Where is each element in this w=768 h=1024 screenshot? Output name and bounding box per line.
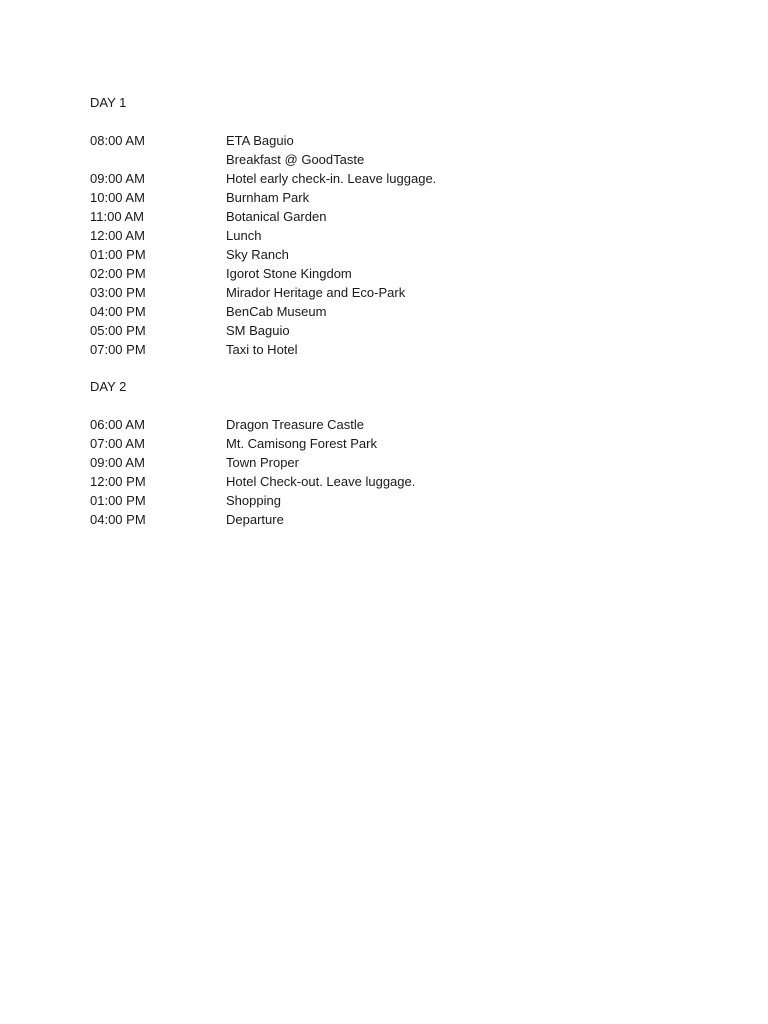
schedule-row [90,453,610,472]
activity-cell: Mt. Camisong Forest Park [226,436,377,451]
time-cell: 12:00 AM [90,228,145,243]
day-1-heading: DAY 1 [90,95,127,110]
schedule-row [90,415,610,434]
activity-cell: Sky Ranch [226,247,289,262]
time-cell: 06:00 AM [90,417,145,432]
schedule-row [90,472,610,491]
time-cell: 07:00 AM [90,436,145,451]
schedule-row [90,207,610,226]
schedule-row [90,340,610,359]
schedule-row [90,302,610,321]
day-2-heading: DAY 2 [90,379,127,394]
time-cell: 09:00 AM [90,455,145,470]
activity-cell: Burnham Park [226,190,310,205]
activity-cell: Hotel Check-out. Leave luggage. [226,474,416,489]
time-cell: 01:00 PM [90,493,146,508]
activity-cell: Mirador Heritage and Eco-Park [226,285,406,300]
time-cell: 05:00 PM [90,323,146,338]
day-1-schedule [90,131,610,359]
schedule-row [90,226,610,245]
time-cell: 09:00 AM [90,171,145,186]
schedule-row [90,264,610,283]
activity-cell: SM Baguio [226,323,290,338]
time-cell: 08:00 AM [90,133,145,148]
schedule-row [90,491,610,510]
time-cell: 04:00 PM [90,512,146,527]
time-cell: 12:00 PM [90,474,146,489]
activity-cell: Departure [226,512,284,527]
schedule-row [90,188,610,207]
schedule-row [90,434,610,453]
schedule-row [90,510,610,529]
schedule-row [90,321,610,340]
time-cell: 11:00 AM [90,209,144,224]
activity-cell: Hotel early check-in. Leave luggage. [226,171,437,186]
time-cell: 10:00 AM [90,190,145,205]
activity-cell: ETA Baguio [226,133,294,148]
activity-cell: Town Proper [226,455,299,470]
activity-cell: Shopping [226,493,281,508]
activity-cell: Breakfast @ GoodTaste [226,152,365,167]
time-cell: 07:00 PM [90,342,146,357]
activity-cell: Dragon Treasure Castle [226,417,365,432]
activity-cell: Taxi to Hotel [226,342,298,357]
time-cell: 03:00 PM [90,285,146,300]
time-cell: 02:00 PM [90,266,146,281]
schedule-row [90,131,610,150]
time-cell: 04:00 PM [90,304,146,319]
activity-cell: Lunch [226,228,262,243]
activity-cell: Igorot Stone Kingdom [226,266,352,281]
schedule-row [90,150,610,169]
schedule-row [90,245,610,264]
day-2-schedule [90,415,610,529]
time-cell: 01:00 PM [90,247,146,262]
schedule-row [90,283,610,302]
activity-cell: BenCab Museum [226,304,327,319]
schedule-row [90,169,610,188]
activity-cell: Botanical Garden [226,209,327,224]
